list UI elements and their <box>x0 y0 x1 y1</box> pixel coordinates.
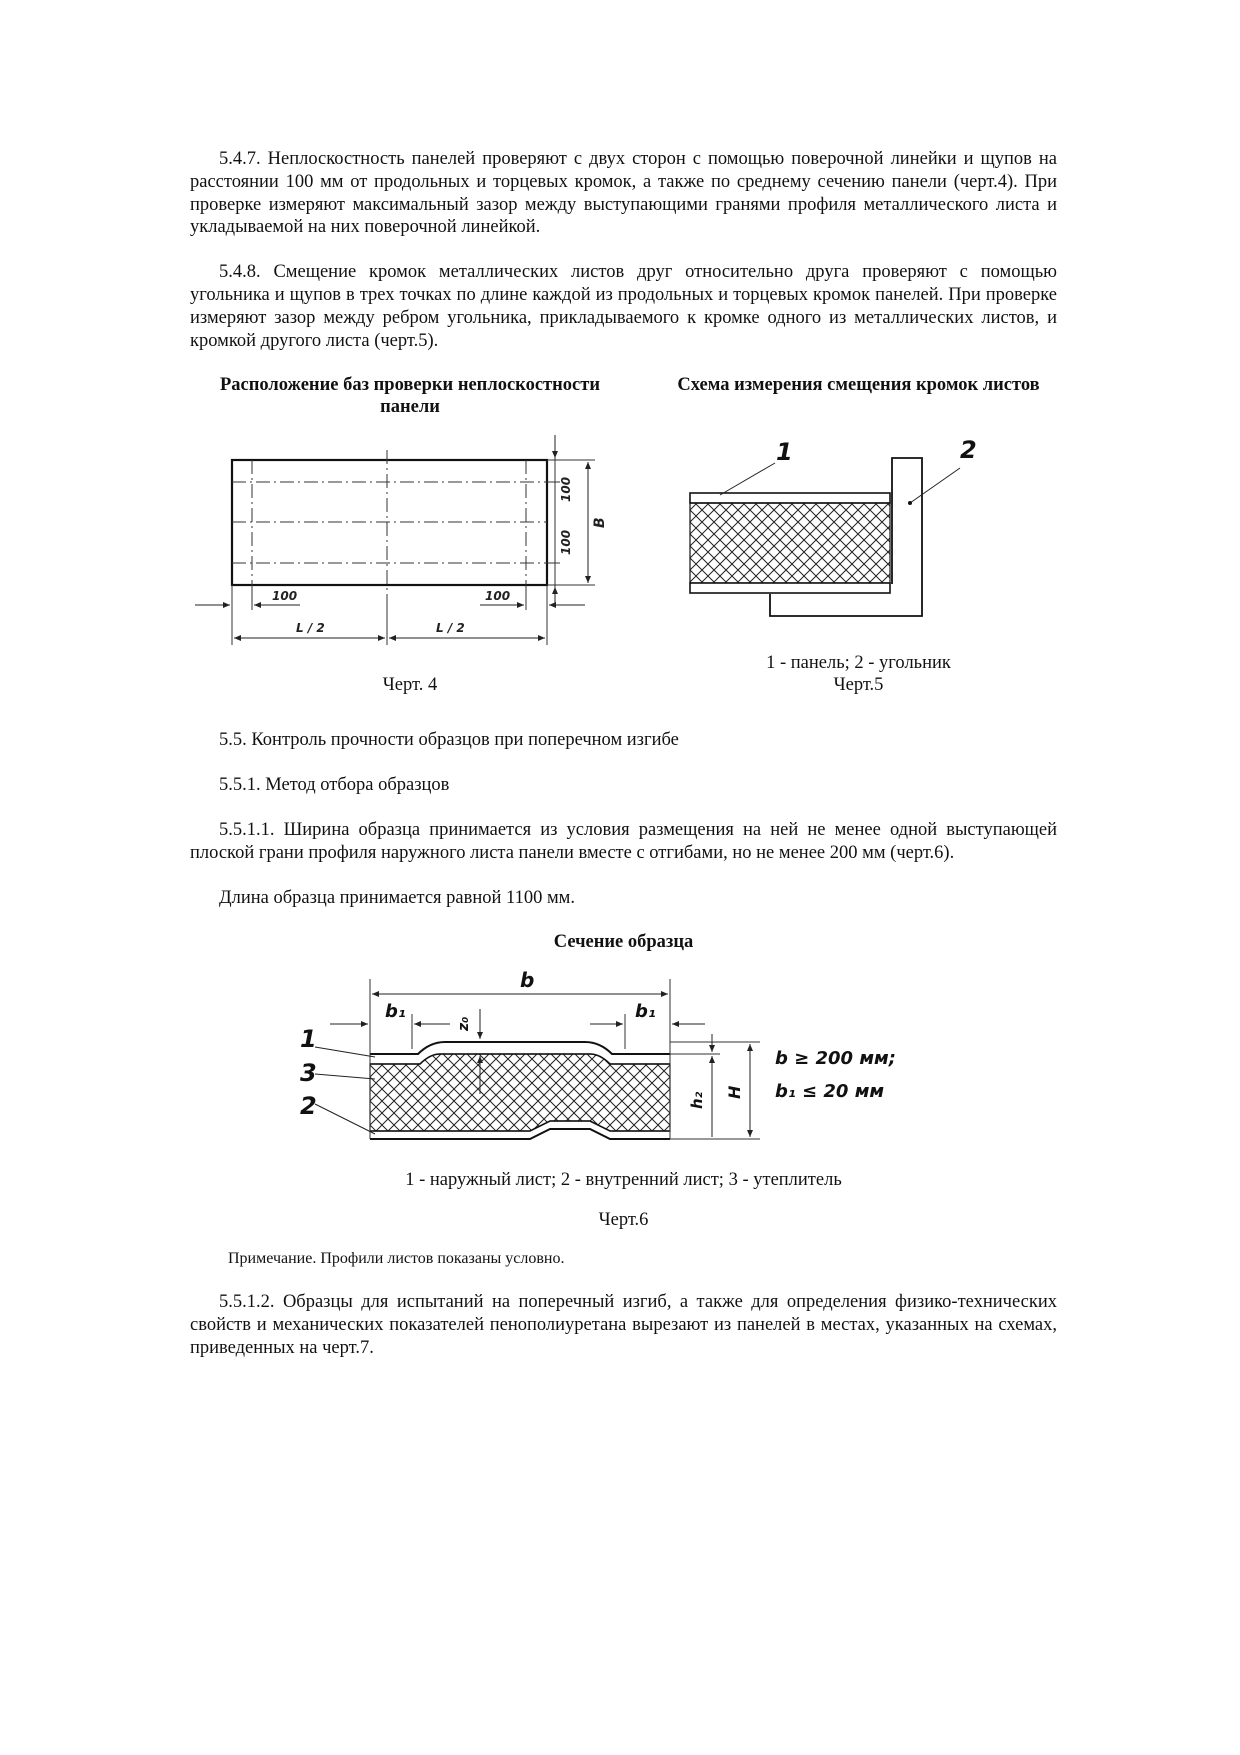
dim-l-half-right: L / 2 <box>436 621 465 636</box>
figure-4-drawing <box>190 430 630 670</box>
paragraph-5-5-1-1: 5.5.1.1. Ширина образца принимается из условия размещения на ней не менее одной выступающей плоской грани профиля наружного листа панели вместе с отгибами, но не менее 200 мм (черт.6). <box>190 819 1057 863</box>
paragraph-sample-length: Длина образца принимается равной 1100 мм. <box>219 887 576 908</box>
label-2-inner-sheet: 2 <box>300 1092 317 1121</box>
paragraph-5-5: 5.5. Контроль прочности образцов при поперечном изгибе <box>219 730 679 751</box>
condition-b1: b₁ ≤ 20 мм <box>775 1081 885 1103</box>
figure-6-drawing <box>190 969 1057 1177</box>
figure-6-legend: 1 - наружный лист; 2 - внутренний лист; 3 - утеплитель <box>405 1170 842 1191</box>
dim-b1-right: b₁ <box>635 1001 656 1023</box>
figure-4-title: Расположение баз проверки неплоскостности панели <box>219 375 601 418</box>
figures-row <box>190 374 1057 719</box>
paragraph-5-4-8: 5.4.8. Смещение кромок металлических листов друг относительно друга проверяют с помощью угольника и щупов в трех точках по длине каждой из продольных и торцевых кромок панелей. При проверке измеряют зазор между ребром угольника, прикладываемого к кромке одного из металлических листов, и кромкой другого листа (черт.5). <box>190 262 1057 351</box>
figure-6-title: Сечение образца <box>553 932 694 953</box>
figure-6-caption: Черт.6 <box>598 1210 649 1231</box>
dim-z0: z₀ <box>456 1017 472 1032</box>
figure-5-legend: 1 - панель; 2 - угольник <box>766 653 951 674</box>
label-1-panel: 1 <box>776 438 793 467</box>
dim-100-top: 100 <box>559 477 573 503</box>
figure-5-title: Схема измерения смещения кромок листов <box>677 375 1040 396</box>
dim-h: H <box>725 1085 744 1100</box>
figure-4-caption: Черт. 4 <box>382 675 438 696</box>
paragraph-5-5-1: 5.5.1. Метод отбора образцов <box>219 775 450 796</box>
dim-100-left: 100 <box>272 589 298 604</box>
paragraph-5-4-7: 5.4.7. Неплоскостность панелей проверяют с двух сторон с помощью поверочной линейки и щупов на расстоянии 100 мм от продольных и торцевых кромок, а также по среднему сечению панели (черт.4). При проверке измеряют максимальный зазор между выступающими гранями профиля металлического листа и укладываемой на них поверочной линейкой. <box>190 149 1057 238</box>
dim-h2: h₂ <box>688 1092 706 1110</box>
dim-100-right: 100 <box>485 589 511 604</box>
dim-b: B <box>592 517 608 529</box>
figure-6-note: Примечание. Профили листов показаны условно. <box>228 1250 565 1268</box>
dim-100-bottom: 100 <box>559 530 573 556</box>
condition-b: b ≥ 200 мм; <box>775 1048 896 1070</box>
figure-5-drawing <box>660 408 1057 648</box>
label-1-outer-sheet: 1 <box>300 1025 317 1054</box>
label-2-square: 2 <box>960 436 977 465</box>
dim-b-label: b <box>520 969 535 993</box>
label-3-insulation: 3 <box>300 1059 317 1088</box>
document-page <box>190 148 1057 1360</box>
dim-b1-left: b₁ <box>385 1001 406 1023</box>
paragraph-5-5-1-2: 5.5.1.2. Образцы для испытаний на поперечный изгиб, а также для определения физико-технических свойств и механических показателей пенополиуретана вырезают из панелей в местах, указанных на схемах, приведенных на черт.7. <box>190 1292 1057 1358</box>
dim-l-half-left: L / 2 <box>296 621 325 636</box>
figure-5-caption: Черт.5 <box>833 675 884 696</box>
figure-4 <box>190 374 630 696</box>
figure-5 <box>660 374 1057 696</box>
